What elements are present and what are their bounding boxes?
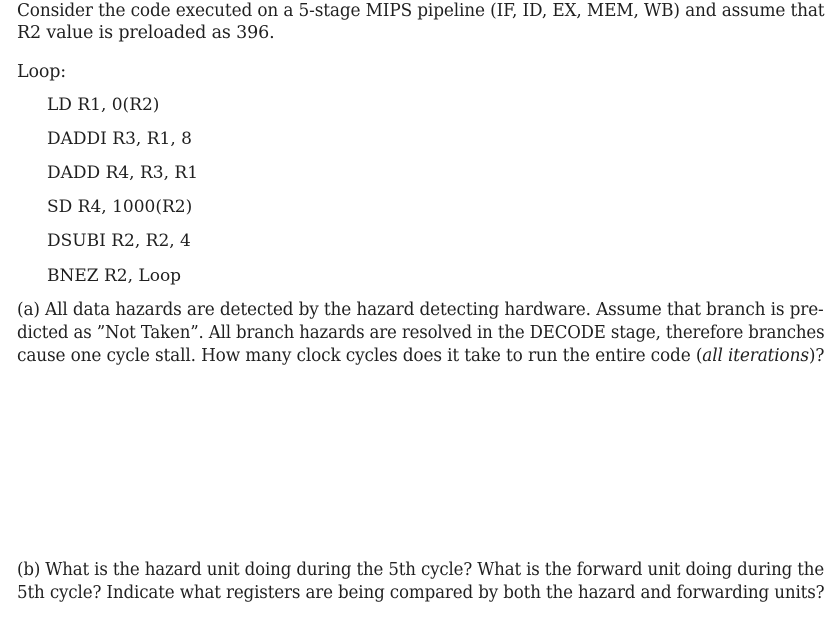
question-a-line-1: (a) All data hazards are detected by the hazard detecting hardware. Assume that branch is pre-	[17, 300, 824, 320]
instruction-bnez: BNEZ R2, Loop	[47, 266, 182, 286]
instruction-ld: LD R1, 0(R2)	[47, 95, 160, 115]
instruction-daddi: DADDI R3, R1, 8	[47, 129, 192, 149]
instruction-sd: SD R4, 1000(R2)	[47, 197, 193, 217]
question-a-line-2: dicted as ”Not Taken”. All branch hazards are resolved in the DECODE stage, therefore branches	[17, 323, 825, 343]
intro-line-1: Consider the code executed on a 5-stage MIPS pipeline (IF, ID, EX, MEM, WB) and assume that	[17, 1, 825, 21]
question-a-emphasis: all iterations	[702, 346, 809, 366]
instruction-dadd: DADD R4, R3, R1	[47, 163, 199, 183]
question-b-line-1: (b) What is the hazard unit doing during the 5th cycle? What is the forward unit doing during the	[17, 560, 824, 580]
question-b-line-2: 5th cycle? Indicate what registers are being compared by both the hazard and forwarding units?	[17, 583, 825, 603]
question-a-line-3	[17, 345, 824, 367]
question-a-line-3-text: cause one cycle stall. How many clock cycles does it take to run the entire code (	[17, 346, 703, 366]
question-a-line-3-end: )?	[808, 346, 825, 366]
loop-label: Loop:	[17, 62, 67, 82]
intro-line-2: R2 value is preloaded as 396.	[17, 23, 275, 43]
instruction-dsubi: DSUBI R2, R2, 4	[47, 231, 191, 251]
